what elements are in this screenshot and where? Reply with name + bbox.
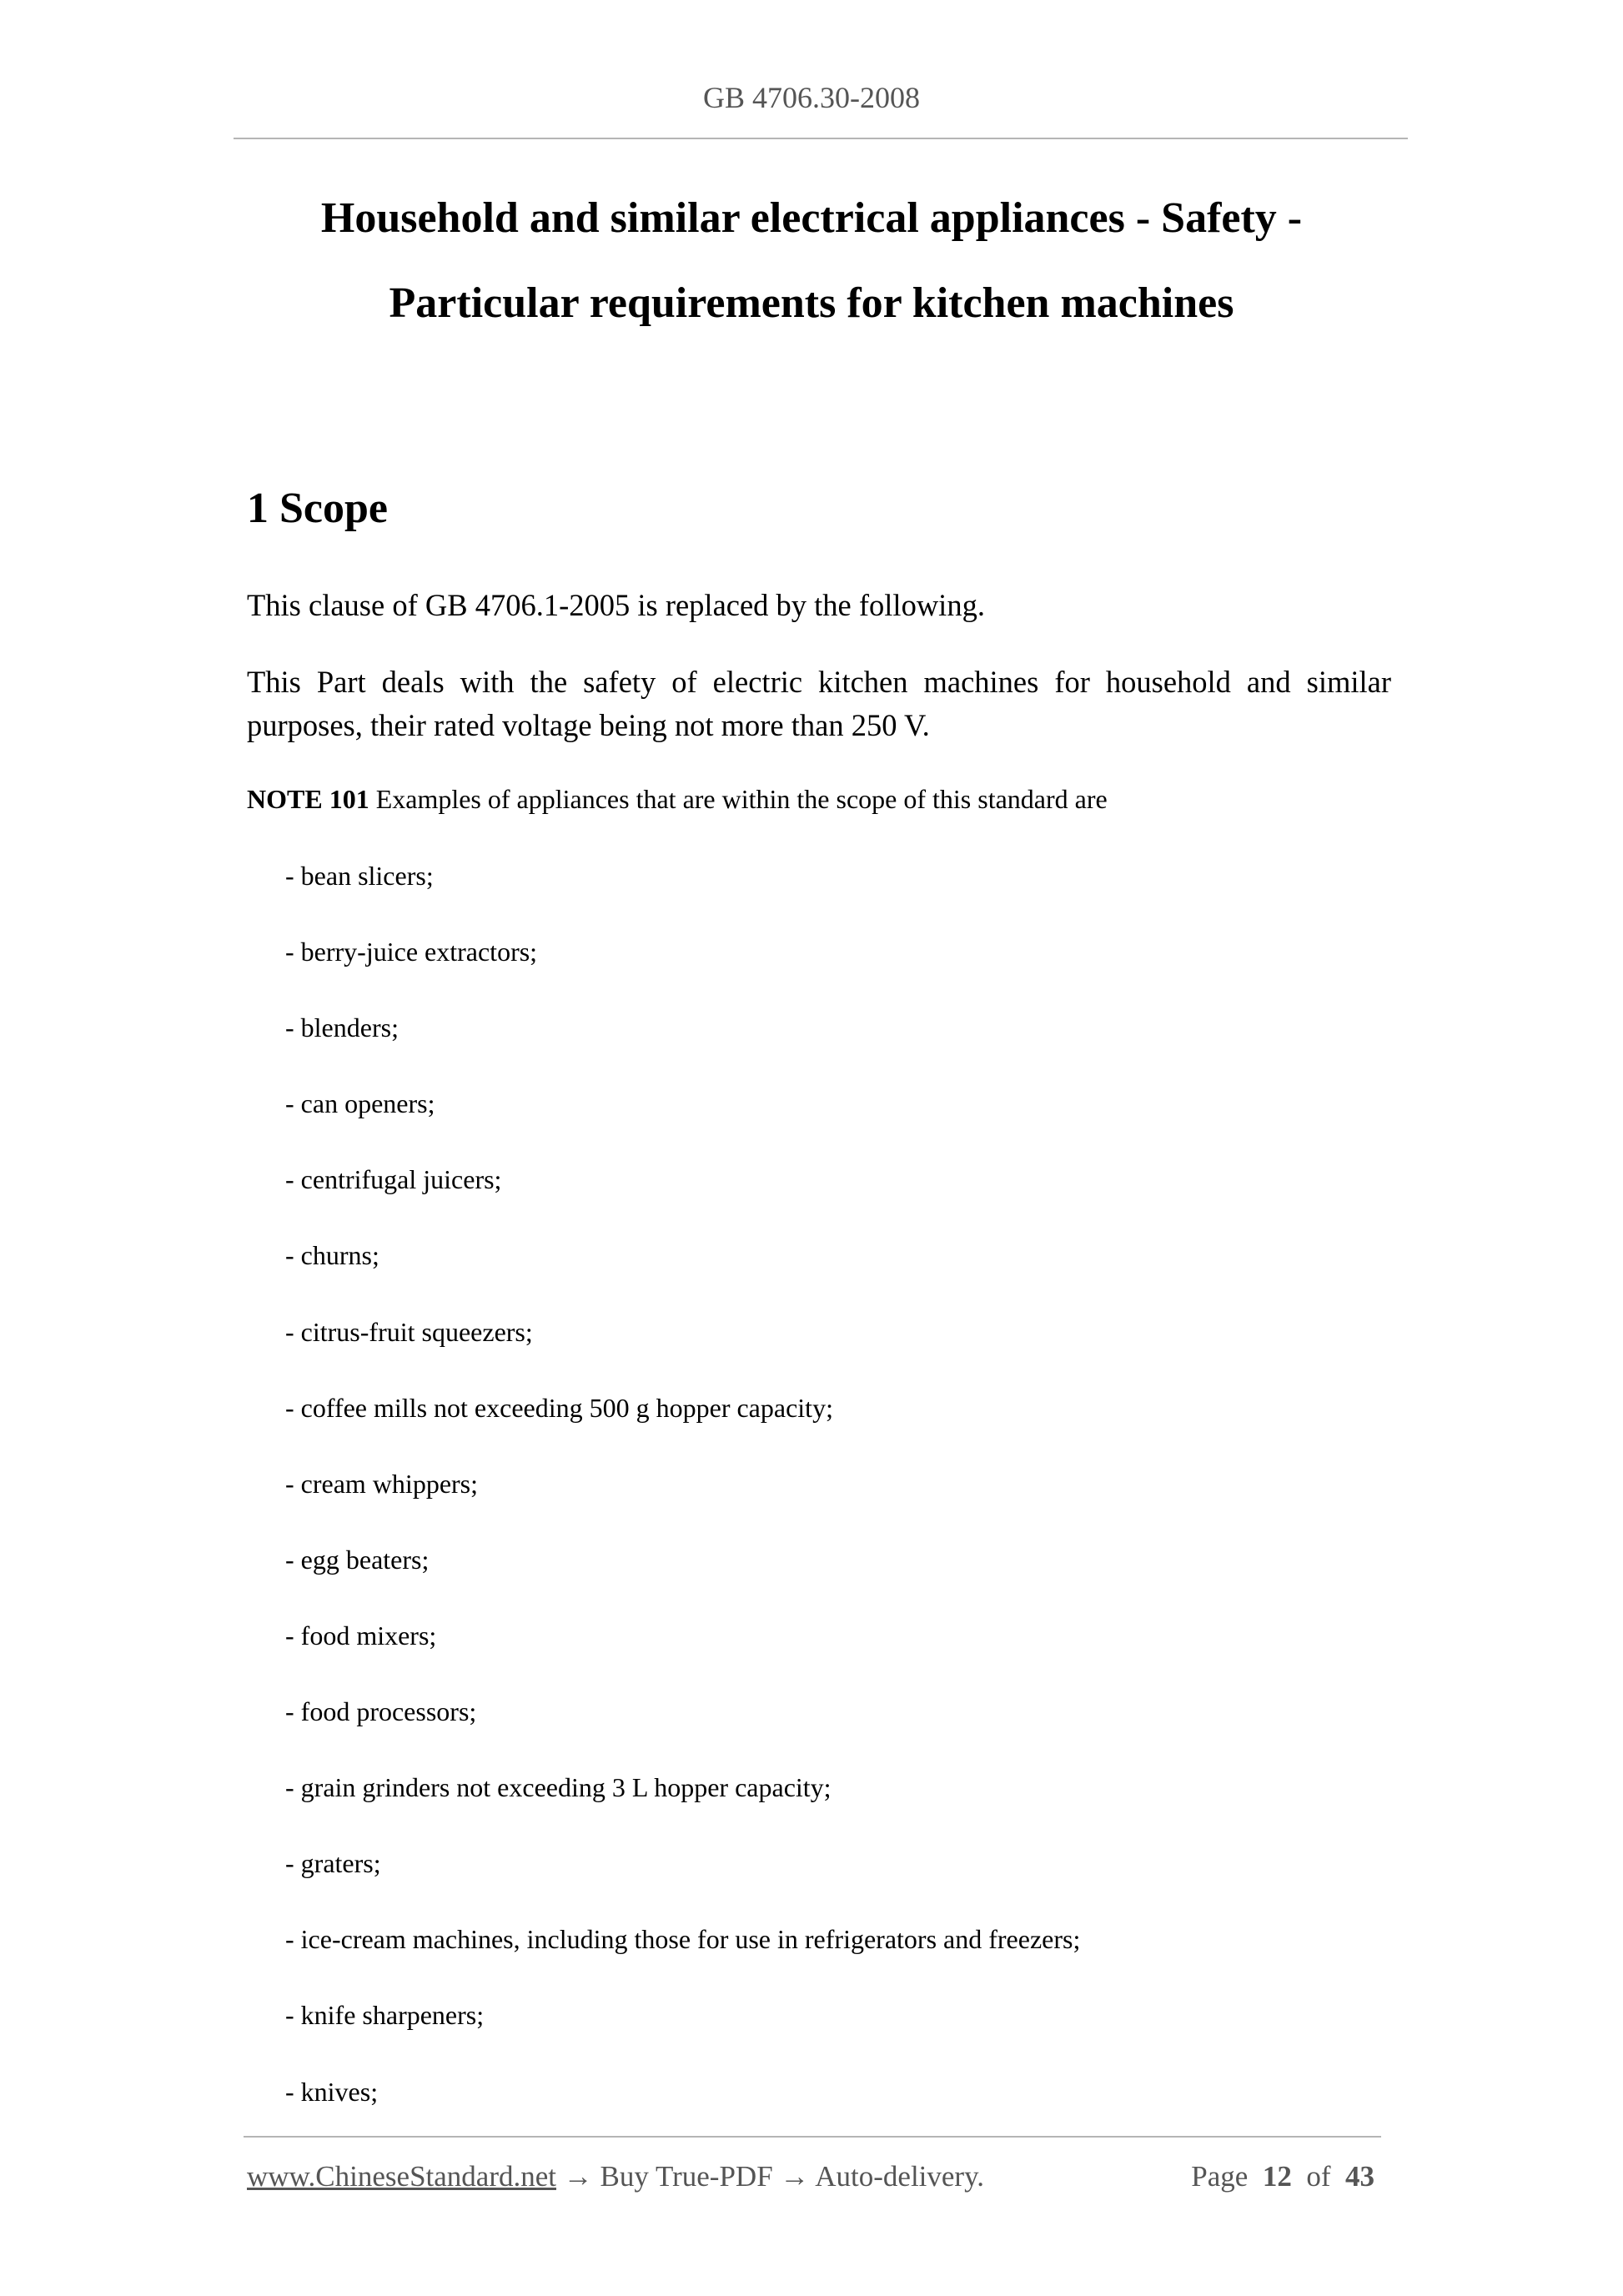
page-header-doc-number: GB 4706.30-2008 (703, 81, 920, 114)
list-item: - food processors; (285, 1696, 477, 1727)
site-link[interactable]: www.ChineseStandard.net (247, 2160, 556, 2193)
total-pages: 43 (1345, 2160, 1374, 2193)
list-item: - knives; (285, 2076, 379, 2107)
list-item: - coffee mills not exceeding 500 g hopper capacity; (285, 1392, 833, 1423)
list-item: - grain grinders not exceeding 3 L hopper capacity; (285, 1772, 832, 1803)
list-item: - can openers; (285, 1088, 435, 1119)
document-title-line-2: Particular requirements for kitchen machines (389, 279, 1234, 327)
buy-true-pdf-text: Buy True-PDF (600, 2160, 773, 2193)
auto-delivery-text: Auto-delivery. (815, 2160, 985, 2193)
document-title-line-1: Household and similar electrical appliances - Safety - (320, 194, 1303, 242)
of-label: of (1306, 2160, 1331, 2193)
section-heading-scope: 1 Scope (247, 485, 388, 532)
header-divider (234, 138, 1408, 139)
examples-list (285, 860, 1080, 2152)
list-item: - citrus-fruit squeezers; (285, 1316, 533, 1347)
scope-paragraph-1: This clause of GB 4706.1-2005 is replaced by the following. (247, 588, 985, 622)
page-label: Page (1191, 2160, 1249, 2193)
footer-promo (247, 2160, 984, 2193)
scope-paragraph-2: This Part deals with the safety of electric kitchen machines for household and similar purposes, their rated voltage being not more than 250 V. (247, 665, 1391, 742)
list-item: - egg beaters; (285, 1544, 430, 1575)
list-item: - knife sharpeners; (285, 2000, 485, 2031)
arrow-right-icon: → (563, 2160, 593, 2193)
note-101 (247, 784, 1108, 815)
note-text: Examples of appliances that are within the scope of this standard are (369, 784, 1108, 814)
list-item: - bean slicers; (285, 861, 434, 891)
current-page-number: 12 (1262, 2160, 1292, 2193)
list-item: - ice-cream machines, including those for use in refrigerators and freezers; (285, 1924, 1081, 1955)
note-label: NOTE 101 (247, 784, 369, 814)
footer-divider (244, 2136, 1381, 2138)
list-item: - food mixers; (285, 1620, 437, 1650)
list-item: - graters; (285, 1848, 381, 1879)
list-item: - centrifugal juicers; (285, 1164, 502, 1195)
page-counter (1191, 2160, 1374, 2193)
list-item: - churns; (285, 1240, 379, 1271)
list-item: - berry-juice extractors; (285, 937, 538, 967)
arrow-right-icon: → (780, 2160, 810, 2193)
list-item: - cream whippers; (285, 1468, 479, 1499)
list-item: - blenders; (285, 1012, 399, 1043)
